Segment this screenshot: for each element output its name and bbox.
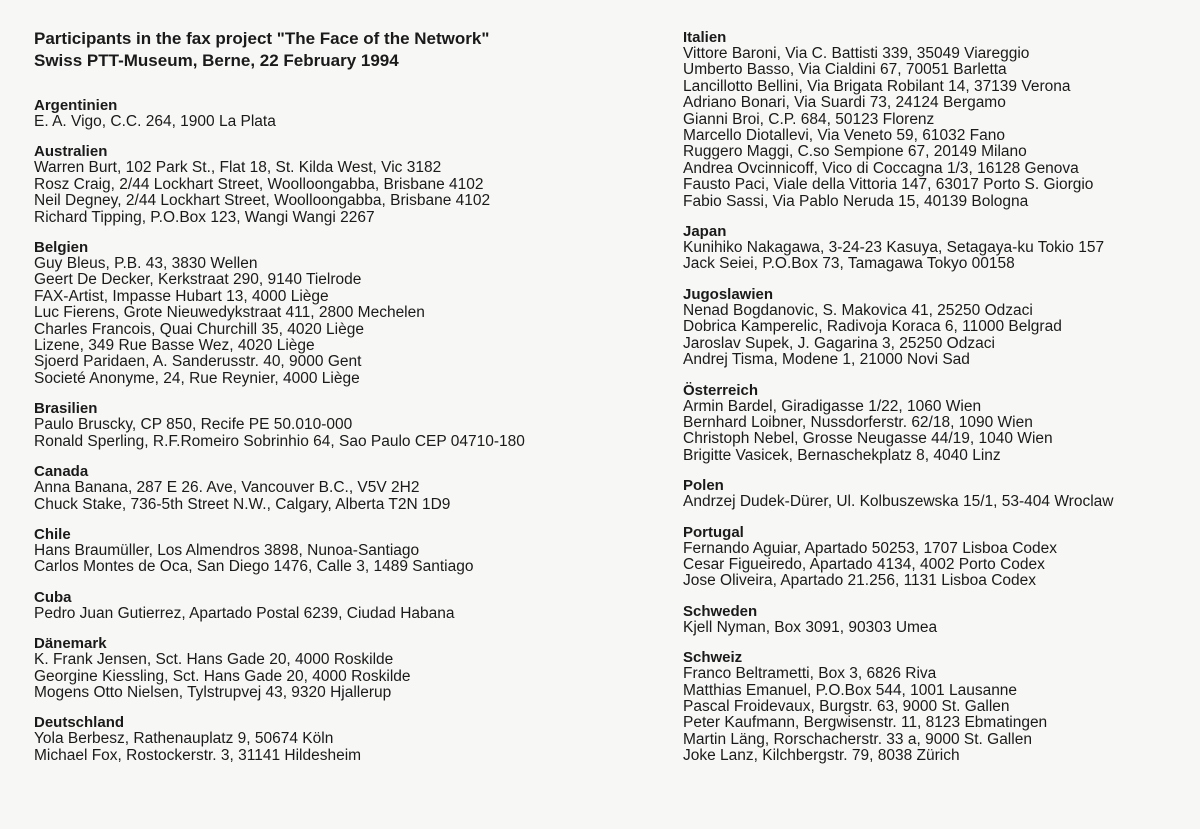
participant-entry: Georgine Kiessling, Sct. Hans Gade 20, 4000 Roskilde [34, 667, 411, 685]
participant-entry: Pedro Juan Gutierrez, Apartado Postal 6239, Ciudad Habana [34, 604, 455, 622]
country-section-japan [683, 224, 1183, 273]
country-section-belgien [34, 240, 654, 387]
document-header [34, 30, 654, 70]
country-heading: Dänemark [34, 635, 107, 653]
participant-entry: Jaroslav Supek, J. Gagarina 3, 25250 Odzaci [683, 334, 995, 352]
participant-entry: Bernhard Loibner, Nussdorferstr. 62/18, 1090 Wien [683, 413, 1033, 431]
participant-entry: Umberto Basso, Via Cialdini 67, 70051 Barletta [683, 61, 1007, 79]
country-section-danemark [34, 636, 654, 701]
participant-entry: Yola Berbesz, Rathenauplatz 9, 50674 Köln [34, 730, 334, 748]
country-heading: Japan [683, 223, 727, 241]
participant-entry: Paulo Bruscky, CP 850, Recife PE 50.010-000 [34, 416, 353, 434]
participant-entry: K. Frank Jensen, Sct. Hans Gade 20, 4000 Roskilde [34, 651, 394, 669]
country-heading: Schweden [683, 602, 758, 620]
participant-entry: Ruggero Maggi, C.so Sempione 67, 20149 Milano [683, 143, 1027, 161]
country-section-australien [34, 144, 654, 226]
participant-entry: Kunihiko Nakagawa, 3-24-23 Kasuya, Setagaya-ku Tokio 157 [683, 239, 1105, 257]
country-section-brasilien [34, 401, 654, 450]
participant-entry: Sjoerd Paridaen, A. Sanderusstr. 40, 9000 Gent [34, 353, 362, 371]
participant-entry: Andrej Tisma, Modene 1, 21000 Novi Sad [683, 351, 970, 369]
participant-entry: Societé Anonyme, 24, Rue Reynier, 4000 Liège [34, 369, 360, 387]
participant-entry: Richard Tipping, P.O.Box 123, Wangi Wangi 2267 [34, 208, 375, 226]
participant-entry: Vittore Baroni, Via C. Battisti 339, 35049 Viareggio [683, 45, 1030, 62]
participant-entry: Anna Banana, 287 E 26. Ave, Vancouver B.C., V5V 2H2 [34, 479, 420, 497]
document-subtitle: Swiss PTT-Museum, Berne, 22 February 1994 [34, 51, 399, 70]
participant-entry: Peter Kaufmann, Bergwisenstr. 11, 8123 Ebmatingen [683, 714, 1048, 732]
country-heading: Italien [683, 29, 727, 46]
country-heading: Canada [34, 463, 89, 481]
participant-entry: E. A. Vigo, C.C. 264, 1900 La Plata [34, 113, 276, 130]
participant-entry: Jack Seiei, P.O.Box 73, Tamagawa Tokyo 00158 [683, 255, 1015, 273]
country-section-chile [34, 527, 654, 576]
country-section-deutschland [34, 715, 654, 764]
country-section-polen [683, 478, 1183, 510]
participant-entry: Warren Burt, 102 Park St., Flat 18, St. Kilda West, Vic 3182 [34, 159, 442, 177]
participant-entry: Jose Oliveira, Apartado 21.256, 1131 Lisboa Codex [683, 572, 1037, 590]
country-heading: Schweiz [683, 649, 743, 667]
participant-entry: Fausto Paci, Viale della Vittoria 147, 63017 Porto S. Giorgio [683, 176, 1094, 194]
country-heading: Chile [34, 525, 71, 543]
country-section-portugal [683, 525, 1183, 590]
participant-entry: Dobrica Kamperelic, Radivoja Koraca 6, 11000 Belgrad [683, 318, 1062, 336]
participant-entry: Rosz Craig, 2/44 Lockhart Street, Woolloongabba, Brisbane 4102 [34, 175, 484, 193]
country-section-jugoslawien [683, 287, 1183, 369]
country-section-schweiz [683, 650, 1183, 764]
participant-entry: Andrea Ovcinnicoff, Vico di Coccagna 1/3, 16128 Genova [683, 159, 1079, 177]
participant-entry: Armin Bardel, Giradigasse 1/22, 1060 Wien [683, 397, 982, 415]
country-heading: Argentinien [34, 97, 118, 114]
participant-entry: Christoph Nebel, Grosse Neugasse 44/19, 1040 Wien [683, 430, 1053, 448]
country-heading: Österreich [683, 381, 759, 399]
participant-entry: Cesar Figueiredo, Apartado 4134, 4002 Porto Codex [683, 555, 1045, 573]
participant-entry: Lancillotto Bellini, Via Brigata Robilant 14, 37139 Verona [683, 77, 1071, 95]
document-title: Participants in the fax project "The Face of the Network" [34, 29, 490, 48]
participant-entry: Guy Bleus, P.B. 43, 3830 Wellen [34, 255, 258, 273]
country-section-italien [683, 30, 1183, 210]
participant-entry: Andrzej Dudek-Dürer, Ul. Kolbuszewska 15/1, 53-404 Wroclaw [683, 493, 1114, 511]
country-heading: Australien [34, 143, 108, 161]
country-heading: Portugal [683, 523, 744, 541]
country-section-argentinien [34, 98, 654, 130]
country-heading: Cuba [34, 588, 72, 606]
participant-entry: Carlos Montes de Oca, San Diego 1476, Calle 3, 1489 Santiago [34, 558, 474, 576]
participant-entry: Pascal Froidevaux, Burgstr. 63, 9000 St. Gallen [683, 697, 1010, 715]
participant-entry: Martin Läng, Rorschacherstr. 33 a, 9000 St. Gallen [683, 730, 1032, 748]
participant-entry: Adriano Bonari, Via Suardi 73, 24124 Bergamo [683, 94, 1006, 112]
participant-entry: Gianni Broi, C.P. 684, 50123 Florenz [683, 110, 935, 128]
participant-entry: Hans Braumüller, Los Almendros 3898, Nunoa-Santiago [34, 541, 420, 559]
participant-entry: Chuck Stake, 736-5th Street N.W., Calgary, Alberta T2N 1D9 [34, 495, 451, 513]
country-section-canada [34, 464, 654, 513]
participant-entry: Neil Degney, 2/44 Lockhart Street, Woolloongabba, Brisbane 4102 [34, 192, 491, 210]
country-heading: Jugoslawien [683, 285, 774, 303]
left-column [34, 26, 654, 778]
right-country-list [683, 30, 1183, 765]
participant-entry: Michael Fox, Rostockerstr. 3, 31141 Hildesheim [34, 746, 362, 764]
country-heading: Deutschland [34, 714, 125, 732]
country-heading: Brasilien [34, 400, 98, 418]
participant-entry: Lizene, 349 Rue Basse Wez, 4020 Liège [34, 337, 315, 355]
participant-entry: FAX-Artist, Impasse Hubart 13, 4000 Liège [34, 287, 329, 305]
country-section-cuba [34, 590, 654, 622]
participant-entry: Fabio Sassi, Via Pablo Neruda 15, 40139 Bologna [683, 192, 1029, 210]
participant-entry: Luc Fierens, Grote Nieuwedykstraat 411, 2800 Mechelen [34, 304, 425, 322]
participant-entry: Fernando Aguiar, Apartado 50253, 1707 Lisboa Codex [683, 539, 1058, 557]
participant-entry: Kjell Nyman, Box 3091, 90303 Umea [683, 618, 938, 636]
participant-entry: Mogens Otto Nielsen, Tylstrupvej 43, 9320 Hjallerup [34, 683, 392, 701]
participant-entry: Charles Francois, Quai Churchill 35, 4020 Liège [34, 320, 364, 338]
participant-entry: Brigitte Vasicek, Bernaschekplatz 8, 4040 Linz [683, 446, 1001, 464]
country-section-schweden [683, 604, 1183, 636]
participant-entry: Nenad Bogdanovic, S. Makovica 41, 25250 Odzaci [683, 301, 1033, 319]
participant-entry: Ronald Sperling, R.F.Romeiro Sobrinhio 64, Sao Paulo CEP 04710-180 [34, 432, 525, 450]
participant-entry: Geert De Decker, Kerkstraat 290, 9140 Tielrode [34, 271, 362, 289]
participant-entry: Franco Beltrametti, Box 3, 6826 Riva [683, 665, 937, 683]
right-column [683, 30, 1183, 779]
country-section-osterreich [683, 383, 1183, 465]
participant-entry: Marcello Diotallevi, Via Veneto 59, 61032 Fano [683, 127, 1005, 145]
participant-entry: Matthias Emanuel, P.O.Box 544, 1001 Lausanne [683, 681, 1018, 699]
participant-entry: Joke Lanz, Kilchbergstr. 79, 8038 Zürich [683, 747, 960, 765]
left-country-list [34, 98, 654, 764]
country-heading: Polen [683, 477, 724, 495]
country-heading: Belgien [34, 239, 89, 257]
